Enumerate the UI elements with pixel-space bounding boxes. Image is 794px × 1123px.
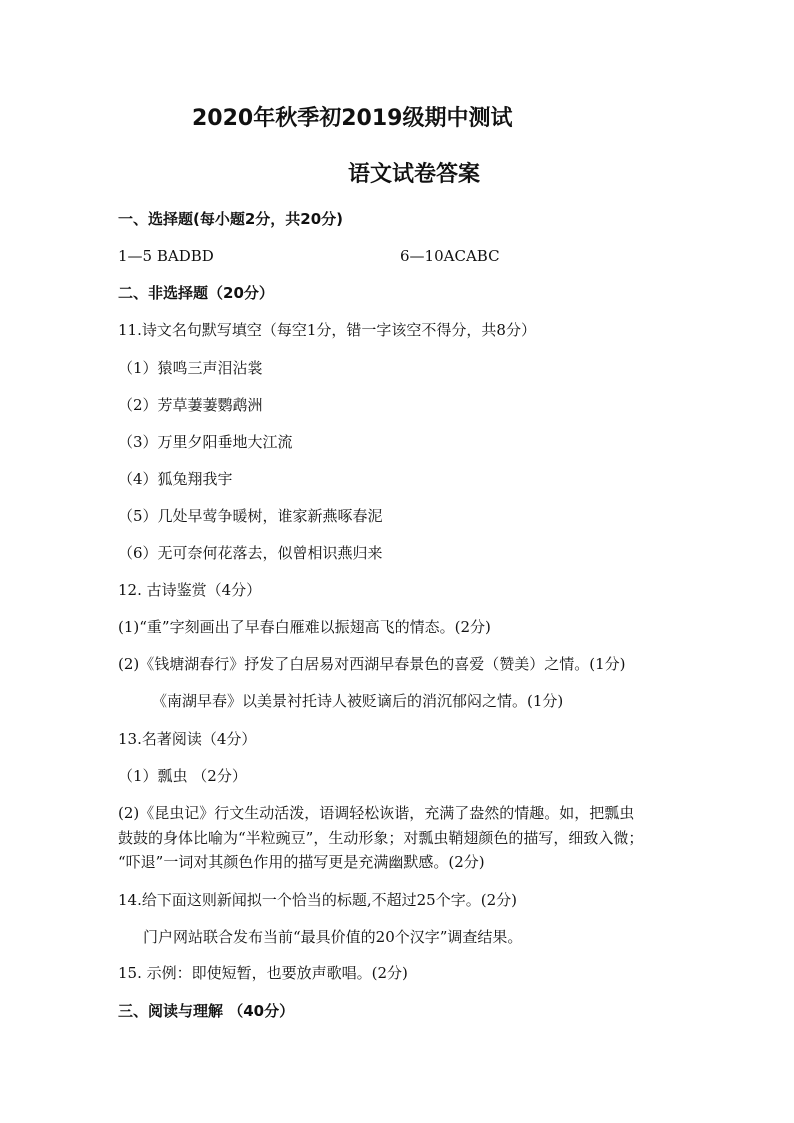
- title-line-2: 语文试卷答案: [348, 162, 481, 187]
- q12-answer-2: (2)《钱塘湖春行》抒发了白居易对西湖早春景色的喜爱（赞美）之情。(1分): [118, 655, 626, 673]
- q11-answer-4: （4）狐兔翔我宇: [118, 470, 233, 488]
- q13-answer-1: （1）瓢虫 （2分）: [118, 767, 247, 785]
- section-1-heading: 一、选择题(每小题2分，共20分): [118, 210, 344, 228]
- q15-answer: 15. 示例：即使短暂，也要放声歌唱。(2分): [118, 964, 408, 982]
- q11-answer-6: （6）无可奈何花落去，似曾相识燕归来: [118, 544, 383, 562]
- section-2-heading: 二、非选择题（20分）: [118, 284, 274, 302]
- answers-6-10: 6—10ACABC: [400, 247, 500, 265]
- answers-1-5: 1—5 BADBD: [118, 247, 214, 265]
- q12-title: 12. 古诗鉴赏（4分）: [118, 581, 262, 599]
- q14-title: 14.给下面这则新闻拟一个恰当的标题,不超过25个字。(2分): [118, 891, 517, 909]
- q11-answer-5: （5）几处早莺争暖树，谁家新燕啄春泥: [118, 507, 383, 525]
- q14-answer: 门户网站联合发布当前“最具价值的20个汉字”调查结果。: [143, 928, 523, 946]
- q11-title: 11.诗文名句默写填空（每空1分，错一字该空不得分，共8分）: [118, 321, 536, 339]
- q13-title: 13.名著阅读（4分）: [118, 730, 257, 748]
- title-line-1: 2020年秋季初2019级期中测试: [192, 106, 513, 131]
- q12-answer-1: (1)“重”字刻画出了早春白雁难以振翅高飞的情态。(2分): [118, 618, 491, 636]
- q12-answer-2b: 《南湖早春》以美景衬托诗人被贬谪后的消沉郁闷之情。(1分): [152, 692, 564, 710]
- q11-answer-3: （3）万里夕阳垂地大江流: [118, 433, 293, 451]
- q11-answer-2: （2）芳草萋萋鹦鹉洲: [118, 396, 263, 414]
- q13-answer-2-line-1: (2)《昆虫记》行文生动活泼，语调轻松诙谐，充满了盎然的情趣。如，把瓢虫: [118, 804, 635, 822]
- q13-answer-2-line-2: 鼓鼓的身体比喻为“半粒豌豆”，生动形象；对瓢虫鞘翅颜色的描写，细致入微；: [118, 829, 644, 847]
- q13-answer-2-line-3: “吓退”一词对其颜色作用的描写更是充满幽默感。(2分): [118, 853, 485, 871]
- section-3-heading: 三、阅读与理解 （40分）: [118, 1002, 295, 1020]
- q11-answer-1: （1）猿鸣三声泪沾裳: [118, 359, 263, 377]
